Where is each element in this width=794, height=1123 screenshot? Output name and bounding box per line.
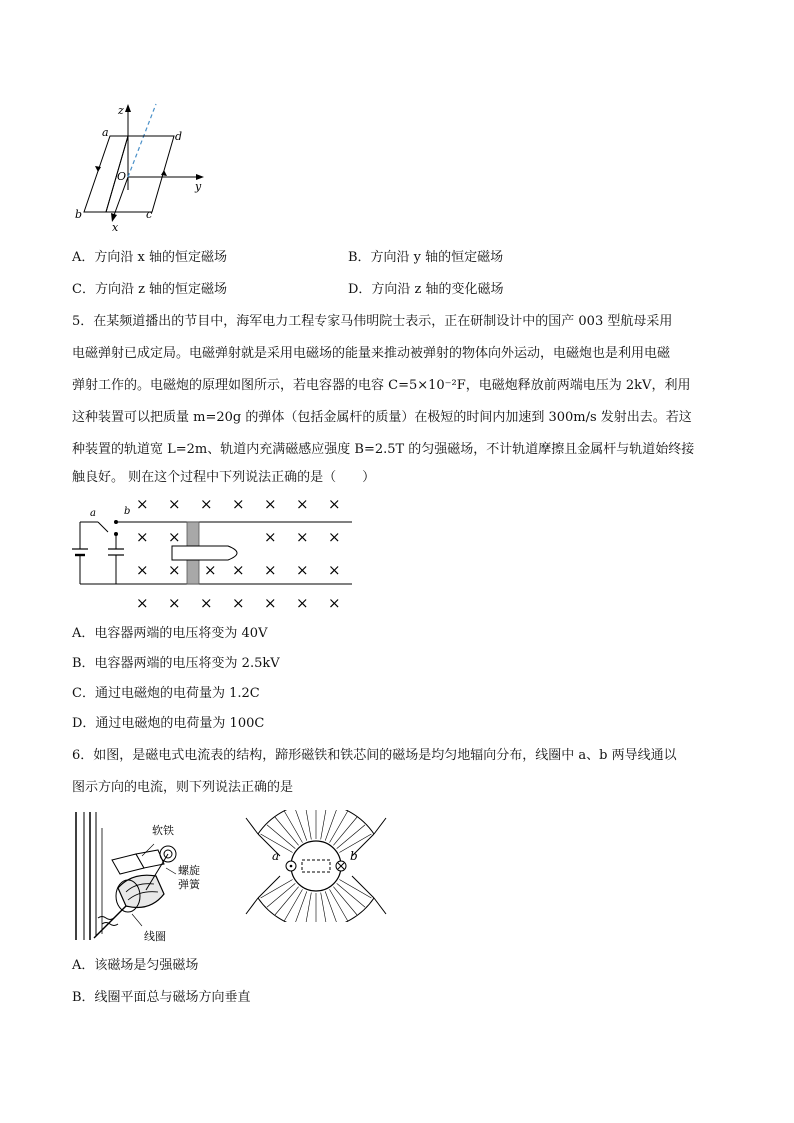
blue-dashed-axis [128, 104, 156, 177]
field-mark: × [136, 495, 149, 513]
q5-text-line: 这种装置可以把质量 m=20g 的弹体（包括金属杆的质量）在极短的时间内加速到 300m/s 发射出去。若这 [72, 410, 692, 425]
label-x: x [112, 221, 119, 234]
field-mark: × [328, 561, 341, 579]
field-mark: × [328, 594, 341, 612]
field-mark: × [136, 528, 149, 546]
field-mark: × [136, 561, 149, 579]
field-mark: × [168, 594, 181, 612]
current-arrow-right [161, 170, 167, 176]
field-mark: × [136, 594, 149, 612]
label-conductor-a: a [272, 849, 280, 863]
q5-text-line: 种装置的轨道宽 L=2m、轨道内充满磁感应强度 B=2.5T 的匀强磁场，不计轨道摩擦且金属杆与轨道始终接 [72, 442, 695, 457]
radial-line [294, 891, 307, 922]
field-mark: × [264, 561, 277, 579]
field-mark: × [264, 594, 277, 612]
field-mark: × [168, 561, 181, 579]
radial-line [325, 810, 338, 841]
label-conductor-b: b [350, 849, 358, 863]
q5-option-c: C．通过电磁炮的电荷量为 1.2C [72, 686, 260, 701]
q5-text-line: 电磁弹射已成定局。电磁弹射就是采用电磁场的能量来推动被弹射的物体向外运动，电磁炮也是利用电磁 [72, 346, 671, 361]
magnetic-field-marks [136, 495, 341, 612]
q5-text-line: 5．在某频道播出的节目中，海军电力工程专家马伟明院士表示，正在研制设计中的国产 003 型航母采用 [72, 314, 673, 329]
radial-line [305, 893, 311, 922]
label-soft-iron: 软铁 [152, 824, 174, 837]
q4-option-b: B．方向沿 y 轴的恒定磁场 [348, 250, 504, 265]
radial-line [330, 811, 349, 843]
label-spring-1: 螺旋 [178, 864, 200, 877]
field-mark: × [328, 528, 341, 546]
field-mark: × [264, 495, 277, 513]
field-mark: × [328, 495, 341, 513]
switch-label-a: a [90, 508, 96, 519]
q6-text-line: 图示方向的电流，则下列说法正确的是 [72, 780, 294, 795]
radial-line [294, 810, 307, 841]
q6-text-line: 6．如图，是磁电式电流表的结构，蹄形磁铁和铁芯间的磁场是均匀地辐向分布，线圈中 a、b 两导线通以 [72, 748, 677, 763]
radial-line [305, 810, 311, 839]
field-mark: × [168, 495, 181, 513]
pointer-shaft [94, 906, 126, 938]
radial-line [339, 880, 371, 899]
field-mark: × [296, 594, 309, 612]
field-mark: × [200, 594, 213, 612]
q5-option-b: B．电容器两端的电压将变为 2.5kV [72, 656, 280, 671]
q4-option-a: A．方向沿 x 轴的恒定磁场 [72, 250, 227, 265]
q6-option-b: B．线圈平面总与磁场方向垂直 [72, 990, 251, 1005]
label-c: c [146, 208, 153, 221]
radial-line [321, 810, 327, 839]
field-mark: × [232, 495, 245, 513]
q5-option-d: D．通过电磁炮的电荷量为 100C [72, 716, 265, 731]
label-coil: 线圈 [144, 930, 166, 943]
q6-meter-structure-figure [72, 808, 212, 944]
switch-blade [98, 522, 108, 532]
label-z: z [118, 104, 124, 117]
label-a: a [102, 126, 109, 139]
radial-line [330, 889, 349, 921]
radial-line [261, 880, 293, 899]
projectile [172, 546, 237, 560]
label-O: O [117, 170, 127, 183]
field-mark: × [264, 528, 277, 546]
radial-line [284, 811, 303, 843]
switch-label-b: b [124, 506, 131, 517]
q5-option-a: A．电容器两端的电压将变为 40V [72, 626, 268, 641]
radial-line [321, 893, 327, 922]
field-mark: × [200, 495, 213, 513]
field-mark: × [296, 495, 309, 513]
field-mark: × [296, 561, 309, 579]
z-axis-arrow [125, 104, 131, 112]
radial-line [284, 889, 303, 921]
field-mark: × [168, 528, 181, 546]
q5-text-line: 弹射工作的。电磁炮的原理如图所示，若电容器的电容 C=5×10⁻²F，电磁炮释放前两端电压为 2kV，利用 [72, 378, 691, 393]
iron-core-circle [291, 841, 341, 891]
label-d: d [175, 130, 183, 143]
field-mark: × [296, 528, 309, 546]
label-y: y [195, 180, 202, 193]
current-arrow-left [95, 166, 101, 172]
q4-figure [68, 100, 218, 235]
field-mark: × [232, 561, 245, 579]
field-mark: × [204, 561, 217, 579]
q6-option-a: A．该磁场是匀强磁场 [72, 958, 199, 973]
q4-option-c: C．方向沿 z 轴的恒定磁场 [72, 282, 228, 297]
radial-line [325, 891, 338, 922]
label-b: b [75, 208, 83, 221]
q5-railgun-figure [70, 492, 360, 614]
q4-option-d: D．方向沿 z 轴的变化磁场 [348, 282, 504, 297]
label-spring-2: 弹簧 [178, 878, 200, 891]
q6-radial-field-figure [244, 810, 388, 922]
q5-text-line: 触良好。 则在这个过程中下列说法正确的是（ ） [72, 470, 376, 485]
field-mark: × [232, 594, 245, 612]
